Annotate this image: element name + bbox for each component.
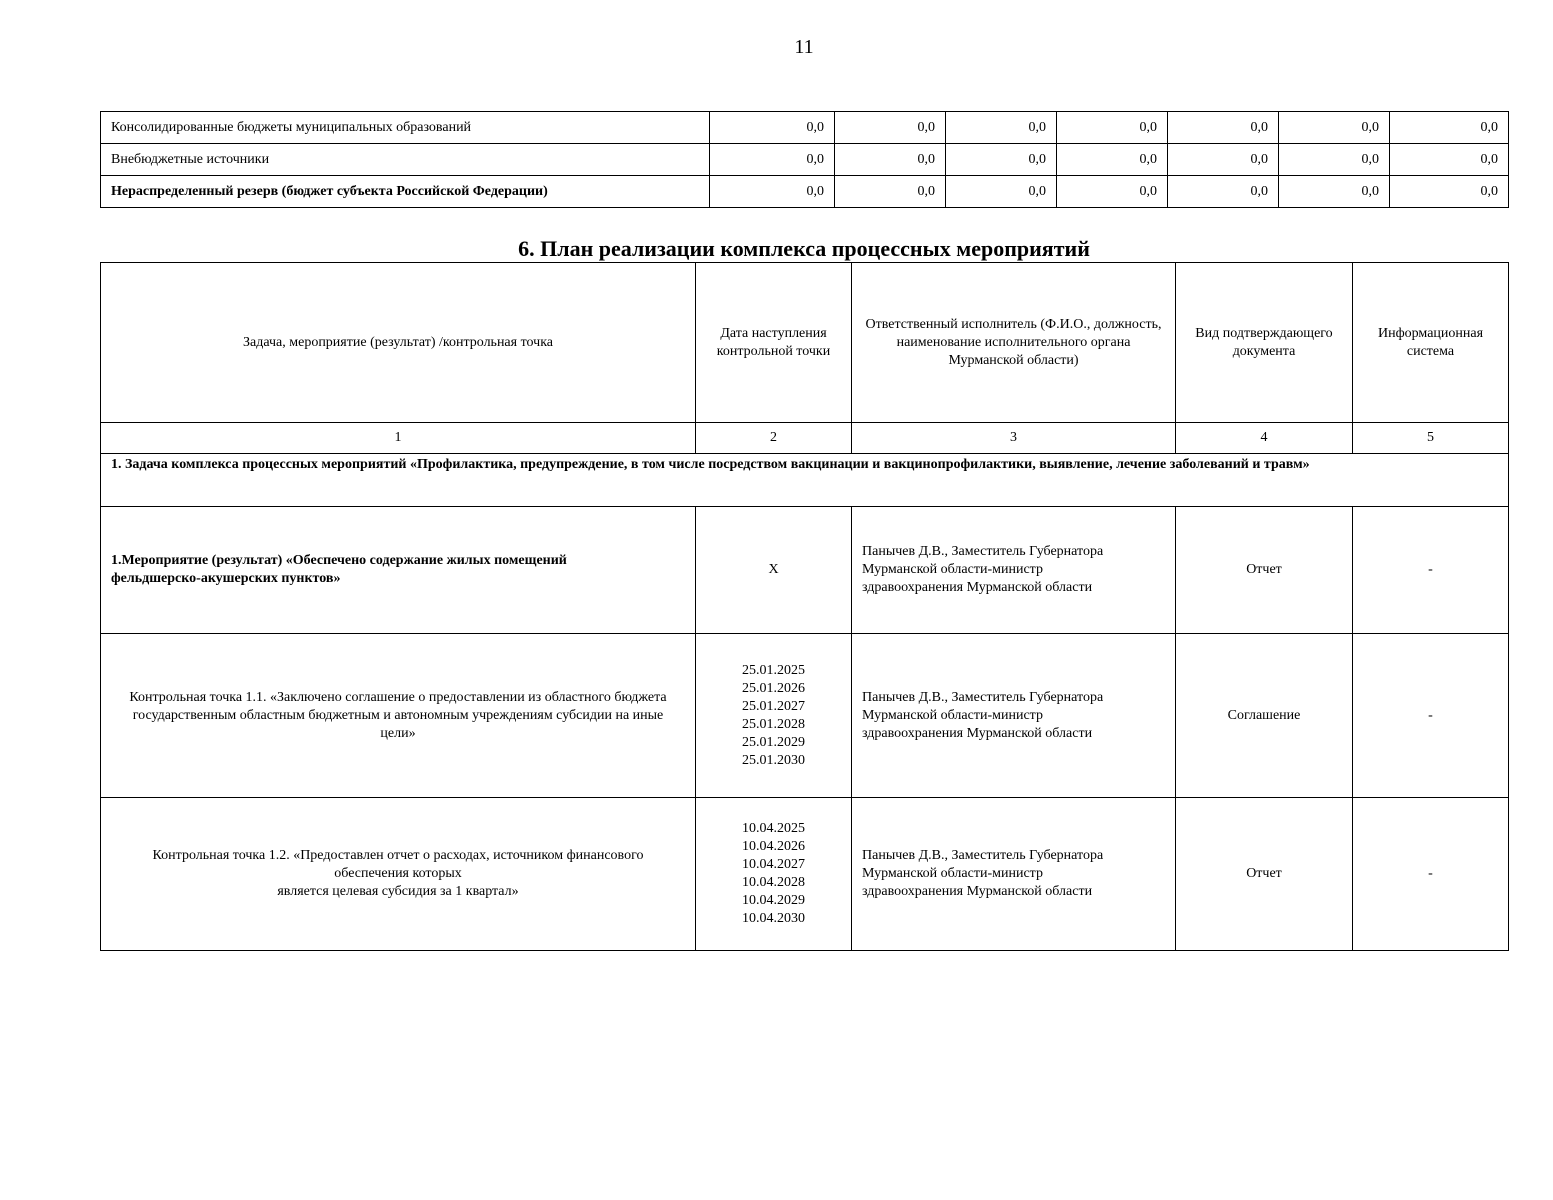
value-cell: 0,0	[1168, 112, 1279, 144]
executor-line: Мурманской области-министр	[862, 866, 1043, 881]
value-cell: 0,0	[946, 176, 1057, 208]
executor-line: Панычев Д.В., Заместитель Губернатора	[862, 848, 1104, 863]
executor-line: Мурманской области-министр	[862, 562, 1043, 577]
header-cell: Вид подтверждающего документа	[1176, 263, 1353, 423]
value-cell: 0,0	[946, 144, 1057, 176]
executor-cell	[852, 507, 1176, 634]
budget-sources-table	[100, 111, 1509, 208]
system-cell: -	[1353, 507, 1509, 634]
value-cell: 0,0	[1390, 176, 1509, 208]
table-row	[101, 798, 1509, 951]
date-cell: X	[696, 507, 852, 634]
value-cell: 0,0	[710, 112, 835, 144]
table-row	[101, 176, 1509, 208]
value-cell: 0,0	[1168, 144, 1279, 176]
value-cell: 0,0	[1390, 144, 1509, 176]
value-cell: 0,0	[1168, 176, 1279, 208]
header-cell: Задача, мероприятие (результат) /контрольная точка	[101, 263, 696, 423]
date-line: 25.01.2030	[742, 752, 805, 768]
date-line: 25.01.2027	[742, 698, 805, 714]
column-number: 1	[101, 423, 696, 454]
section-title: 6. План реализации комплекса процессных мероприятий	[518, 236, 1090, 261]
value-cell: 0,0	[1390, 112, 1509, 144]
value-cell: 0,0	[710, 176, 835, 208]
executor-cell	[852, 634, 1176, 798]
table-row	[101, 144, 1509, 176]
document-cell: Отчет	[1176, 798, 1353, 951]
date-cell	[696, 634, 852, 798]
column-number-row	[101, 423, 1509, 454]
executor-line: здравоохранения Мурманской области	[862, 884, 1093, 899]
task-title: 1. Задача комплекса процессных мероприятий «Профилактика, предупреждение, в том числе посредством вакцинации и вакцинопрофилактики, выявление, лечение заболеваний и травм»	[101, 454, 1509, 507]
value-cell: 0,0	[835, 176, 946, 208]
table-row	[101, 507, 1509, 634]
system-cell: -	[1353, 798, 1509, 951]
column-number: 5	[1353, 423, 1509, 454]
executor-cell	[852, 798, 1176, 951]
column-number: 3	[852, 423, 1176, 454]
value-cell: 0,0	[835, 144, 946, 176]
value-cell: 0,0	[1057, 112, 1168, 144]
header-cell: Информационная система	[1353, 263, 1509, 423]
row-label: Консолидированные бюджеты муниципальных образований	[101, 112, 710, 144]
date-line: 10.04.2028	[742, 875, 805, 890]
page-number: 11	[794, 36, 814, 58]
name-line: является целевая субсидия за 1 квартал»	[277, 884, 519, 899]
value-cell: 0,0	[710, 144, 835, 176]
row-label: Нераспределенный резерв (бюджет субъекта Российской Федерации)	[101, 176, 710, 208]
date-cell	[696, 798, 852, 951]
document-cell: Отчет	[1176, 507, 1353, 634]
date-line: 10.04.2029	[742, 893, 805, 908]
date-line: 10.04.2025	[742, 821, 805, 836]
control-point-name: Контрольная точка 1.1. «Заключено соглашение о предоставлении из областного бюджета государственным областным бюджетным и автономным учреждениям субсидии на иные цели»	[101, 634, 696, 798]
control-point-name	[101, 798, 696, 951]
system-cell: -	[1353, 634, 1509, 798]
plan-table	[100, 262, 1509, 951]
executor-line: Мурманской области-министр	[862, 707, 1043, 723]
value-cell: 0,0	[1057, 176, 1168, 208]
name-line: обеспечения которых	[334, 866, 462, 881]
date-line: 10.04.2026	[742, 839, 805, 854]
column-number: 2	[696, 423, 852, 454]
column-number: 4	[1176, 423, 1353, 454]
value-cell: 0,0	[1279, 176, 1390, 208]
date-line: 25.01.2026	[742, 680, 805, 696]
date-line: 10.04.2030	[742, 911, 805, 926]
activity-name: 1.Мероприятие (результат) «Обеспечено содержание жилых помещений фельдшерско-акушерских пунктов»	[101, 507, 696, 634]
value-cell: 0,0	[946, 112, 1057, 144]
name-line: Контрольная точка 1.2. «Предоставлен отчет о расходах, источником финансового	[152, 848, 644, 863]
document-cell: Соглашение	[1176, 634, 1353, 798]
executor-line: здравоохранения Мурманской области	[862, 580, 1093, 595]
value-cell: 0,0	[1279, 144, 1390, 176]
executor-line: Панычев Д.В., Заместитель Губернатора	[862, 544, 1104, 559]
executor-line: здравоохранения Мурманской области	[862, 725, 1093, 741]
value-cell: 0,0	[835, 112, 946, 144]
value-cell: 0,0	[1279, 112, 1390, 144]
date-line: 10.04.2027	[742, 857, 805, 872]
row-label: Внебюджетные источники	[101, 144, 710, 176]
table-row	[101, 634, 1509, 798]
header-cell: Ответственный исполнитель (Ф.И.О., должность, наименование исполнительного органа Мурманской области)	[852, 263, 1176, 423]
value-cell: 0,0	[1057, 144, 1168, 176]
table-row	[101, 112, 1509, 144]
executor-line: Панычев Д.В., Заместитель Губернатора	[862, 689, 1104, 705]
date-line: 25.01.2025	[742, 662, 805, 678]
header-row	[101, 263, 1509, 423]
date-line: 25.01.2029	[742, 734, 805, 750]
date-line: 25.01.2028	[742, 716, 805, 732]
task-row	[101, 454, 1509, 507]
header-cell: Дата наступления контрольной точки	[696, 263, 852, 423]
